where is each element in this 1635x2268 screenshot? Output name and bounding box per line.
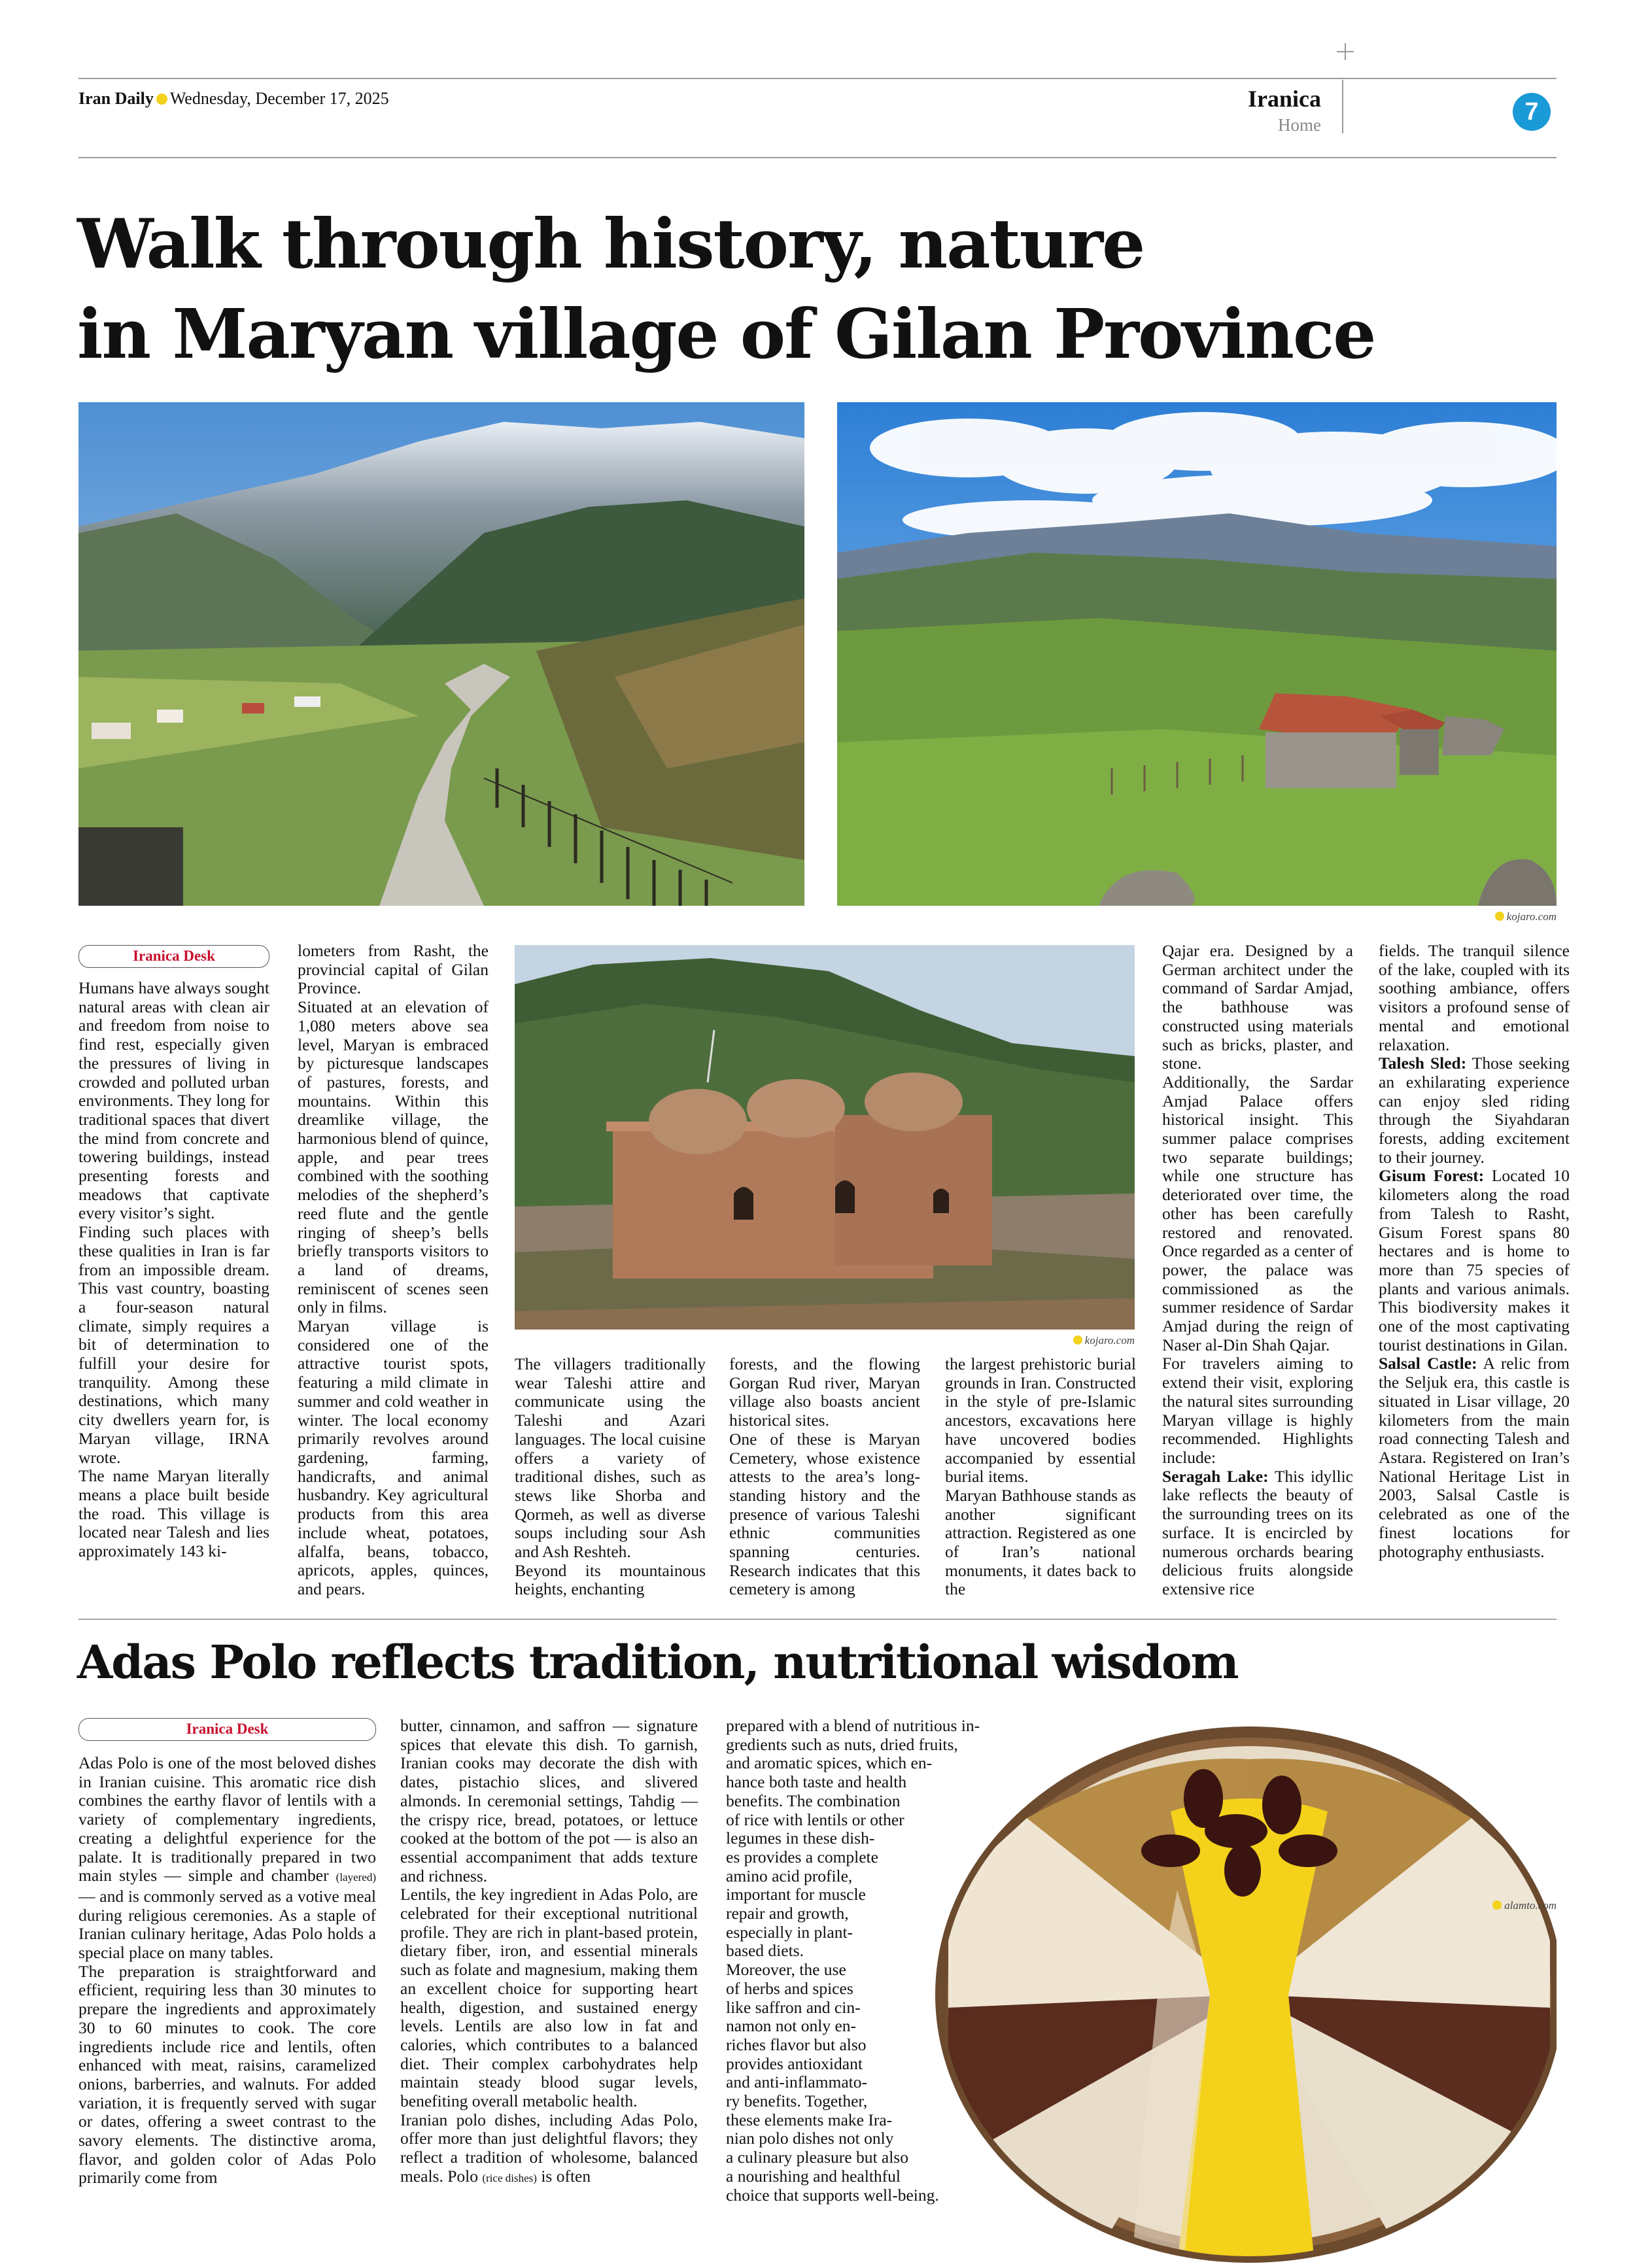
article1-column-4: [729, 1355, 920, 1599]
text-line: riches flavor but also: [726, 2035, 867, 2054]
text-line: important for muscle: [726, 1885, 866, 1904]
text-line: nian polo dishes not only: [726, 2129, 894, 2148]
article1-headline: [77, 199, 1581, 379]
subhead-salsal-castle: Salsal Castle:: [1379, 1354, 1477, 1373]
text-line: provides antioxidant: [726, 2053, 863, 2073]
photo-valley-road: [78, 402, 804, 906]
text-line: and aromatic spices, which en-: [726, 1753, 933, 1773]
article1-byline: Iranica Desk: [78, 945, 269, 968]
paragraph: Beyond its mountainous heights, enchanting: [515, 1560, 706, 1599]
text-line: ry benefits. Together,: [726, 2091, 868, 2111]
text-line: legumes in these dish-: [726, 1829, 875, 1848]
text-line: and anti-inflammato-: [726, 2072, 867, 2092]
subsection-name: Home: [1278, 115, 1321, 135]
text-line: a nourishing and healthful: [726, 2166, 901, 2186]
photo-credit-top: kojaro.com: [1458, 910, 1557, 923]
paragraph: Humans have always sought natural areas with clean air and freedom from noise to find rest, especially given the pressures of living in crowded and polluted urban environments. They long for traditional spaces that divert the mind from concrete and towering buildings, instead presenting forests and meadows that captivate every visitor’s sight.: [78, 978, 269, 1223]
paragraph: Additionally, the Sardar Amjad Palace offers historical insight. This summer palace comprises two separate buildings; while one structure has deteriorated over time, the other has been carefully restored and renovated. Once regarded as a center of power, the palace was commissioned as the summer residence of Sardar Amjad during the reign of Naser al-Din Shah Qajar.: [1162, 1072, 1353, 1354]
text-line: es provides a complete: [726, 1847, 878, 1866]
yellow-dot-icon: [1073, 1335, 1082, 1345]
article2-column-2: [400, 1717, 698, 2188]
text-line: these elements make Ira-: [726, 2110, 893, 2129]
yellow-dot-icon: [1492, 1900, 1502, 1910]
text-line: choice that supports well-being.: [726, 2185, 939, 2205]
paragraph: Qajar era. Designed by a German architect under the command of Sardar Amjad, the bathhouse was constructed using materials such as bricks, plaster, and stone.: [1162, 941, 1353, 1073]
text-line: like saffron and cin-: [726, 1997, 861, 2017]
paragraph: Gisum Forest: Located 10 kilometers along the road from Talesh to Rasht, Gisum Forest spans 80 hectares and is home to more than 75 species of plants and various animals. This biodiversity makes it one of the most captivating tourist destinations in Gilan.: [1379, 1166, 1570, 1354]
text-line: of herbs and spices: [726, 1978, 853, 1998]
article1-column-3: [515, 1355, 706, 1599]
paragraph: lometers from Rasht, the provincial capital of Gilan Province.: [298, 941, 489, 998]
text-line: a culinary pleasure but also: [726, 2148, 908, 2167]
photo-credit-bottom: alamto.com: [1458, 1899, 1557, 1912]
text-line: Moreover, the use: [726, 1960, 846, 1980]
photo-bathhouse: [515, 945, 1135, 1330]
article2-column-3: [726, 1717, 1027, 2205]
paragraph: Lentils, the key ingredient in Adas Polo, are celebrated for their exceptional nutritional profile. They are rich in plant-based protein, dietary fiber, iron, and essential minerals such as folate and magnesium, making them an excellent choice for supporting heart health, digestion, and sustained energy levels. Lentils are also low in fat and calories, which contributes to a balanced diet. Their complex carbohydrates help maintain steady blood sugar levels, benefiting overall metabolic health.: [400, 1885, 698, 2111]
article-separator: [78, 1619, 1557, 1620]
crosshair-mark-v: [1345, 43, 1346, 60]
paragraph: The name Maryan literally means a place built beside the road. This village is located near Talesh and lies approximately 143 ki-: [78, 1466, 269, 1561]
article1-column-6: [1162, 942, 1353, 1599]
text-line: gredients such as nuts, dried fruits,: [726, 1734, 958, 1754]
subhead-gisum-forest: Gisum Forest:: [1379, 1166, 1485, 1186]
article1-column-1: [78, 979, 269, 1561]
article2-byline: Iranica Desk: [78, 1718, 376, 1741]
yellow-dot-icon: [156, 94, 167, 105]
issue-date: Wednesday, December 17, 2025: [169, 89, 389, 108]
article2-column-1: [78, 1754, 376, 2188]
paragraph: The villagers traditionally wear Taleshi attire and communicate using the Taleshi and Azari languages. The local cuisine offers a variety of traditional dishes, such as stews like Shorba and Qormeh, as well as diverse soups including sour Ash and Ash Reshteh.: [515, 1354, 706, 1562]
page-number-badge: 7: [1513, 93, 1551, 131]
header-bottom-rule: [78, 157, 1557, 158]
paragraph: Talesh Sled: Those seeking an exhilarating experience can enjoy sled riding through the Siyahdaran forests, adding excitement to their journey.: [1379, 1054, 1570, 1167]
text-line: of rice with lentils or other: [726, 1810, 904, 1829]
headline-line-1: Walk through history, nature: [77, 203, 1144, 284]
paragraph: Finding such places with these qualities in Iran is far from an impossible dream. This vast country, boasting a four-season natural climate, simply requires a bit of determination to fulfill your desire for tranquility. Among these destinations, which many city dwellers yearn for, is Maryan village, IRNA wrote.: [78, 1222, 269, 1467]
headline-line-2: in Maryan village of Gilan Province: [77, 294, 1375, 374]
paragraph: Situated at an elevation of 1,080 meters above sea level, Maryan is embraced by picturesque landscapes of pastures, forests, and mountains. Within this dreamlike village, the harmonious blend of quince, apple, and pear trees combined with the soothing melodies of the shepherd’s reed flute and the gentle ringing of sheep’s bells briefly transports visitors to a land of dreams, reminiscent of scenes seen only in films.: [298, 997, 489, 1317]
paragraph: For travelers aiming to extend their visit, exploring the natural sites surrounding Maryan village is highly recommended. Highlights include:: [1162, 1354, 1353, 1467]
text-line: especially in plant-: [726, 1922, 853, 1942]
article1-column-7: [1379, 942, 1570, 1561]
paper-name: Iran Daily: [78, 89, 154, 108]
paragraph: One of these is Maryan Cemetery, whose existence attests to the area’s long-standing history and the presence of various Taleshi ethnic communities spanning centuries. Research indicates that this cemetery is among: [729, 1429, 920, 1599]
header-divider: [1342, 80, 1343, 133]
subhead-talesh-sled: Talesh Sled:: [1379, 1054, 1467, 1073]
header-top-rule: [78, 78, 1557, 79]
text-line: benefits. The combination: [726, 1791, 901, 1810]
text-line: namon not only en-: [726, 2016, 857, 2036]
section-name: Iranica: [1248, 86, 1321, 112]
subhead-seragah-lake: Seragah Lake:: [1162, 1466, 1269, 1486]
paragraph: butter, cinnamon, and saffron — signature spices that elevate this dish. To garnish, Iranian cooks may decorate the dish with dates, pistachio slices, and slivered almonds. In ceremonial settings, Tahdig — the crispy rice, bread, potatoes, or lettuce cooked at the bottom of the pot — is also an essential accompaniment that adds texture and richness.: [400, 1716, 698, 1885]
text-line: repair and growth,: [726, 1904, 849, 1923]
paragraph: forests, and the flowing Gorgan Rud river, Maryan village also boasts ancient historical sites.: [729, 1354, 920, 1430]
text-line: based diets.: [726, 1941, 804, 1961]
text-line: hance both taste and health: [726, 1772, 907, 1792]
article1-column-5: [945, 1355, 1136, 1599]
paragraph: fields. The tranquil silence of the lake, coupled with its soothing ambiance, offers visitors a profound sense of mental and emotional relaxation.: [1379, 941, 1570, 1054]
yellow-dot-icon: [1495, 912, 1504, 921]
paragraph: Maryan village is considered one of the attractive tourist spots, featuring a mild climate in summer and cold weather in winter. The local economy primarily revolves around gardening, farming, handicrafts, and animal husbandry. Key agricultural products from this area include wheat, potatoes, alfalfa, beans, tobacco, apricots, apples, quinces, and pears.: [298, 1316, 489, 1598]
masthead: [78, 89, 667, 109]
paragraph: Iranian polo dishes, including Adas Polo, offer more than just delightful flavors; they reflect a tradition of wholesome, balanced meals. Polo (rice dishes) is often: [400, 2110, 698, 2186]
paragraph: Maryan Bathhouse stands as another significant attraction. Registered as one of Iran’s national monuments, it dates back to the: [945, 1485, 1136, 1599]
paragraph: Salsal Castle: A relic from the Seljuk era, this castle is situated in Lisar village, 20 kilometers from the main road connecting Talesh and Astara. Registered on Iran’s National Heritage List in 2003, Salsal Castle is celebrated as one of the finest locations for photography enthusiasts.: [1379, 1354, 1570, 1561]
article2-headline: Adas Polo reflects tradition, nutritional wisdom: [77, 1635, 1238, 1689]
paragraph: The preparation is straightforward and efficient, requiring less than 30 minutes to prepare the ingredients and approximately 30 to 60 minutes to cook. The core ingredients include rice and lentils, often enhanced with meat, raisins, caramelized onions, barberries, and walnuts. For added variation, it is frequently served with sugar or dates, offering a sweet contrast to the savory elements. The distinctive aroma, flavor, and golden color of Adas Polo primarily come from: [78, 1961, 376, 2188]
article1-column-2: [298, 942, 489, 1599]
paragraph: the largest prehistoric burial grounds in Iran. Constructed in the style of pre-Islamic ancestors, excavations here have uncovered bodies accompanied by essential burial items.: [945, 1354, 1136, 1486]
text-line: amino acid profile,: [726, 1866, 853, 1885]
photo-credit-middle: kojaro.com: [1037, 1334, 1135, 1347]
paragraph: Seragah Lake: This idyllic lake reflects the beauty of the surrounding trees on its surface. It is encircled by numerous orchards bearing delicious fruits alongside extensive rice: [1162, 1466, 1353, 1598]
photo-meadow-hut: [837, 402, 1557, 906]
text-line: prepared with a blend of nutritious in-: [726, 1716, 980, 1735]
paragraph: Adas Polo is one of the most beloved dishes in Iranian cuisine. This aromatic rice dish combines the earthy flavor of lentils with a variety of complementary ingredients, creating a delightful experience for the palate. It is traditionally prepared in two main styles — simple and chamber (layered) — and is commonly served as a votive meal during religious ceremonies. As a staple of Iranian culinary heritage, Adas Polo holds a special place on many tables.: [78, 1753, 376, 1963]
header: [0, 0, 1635, 163]
